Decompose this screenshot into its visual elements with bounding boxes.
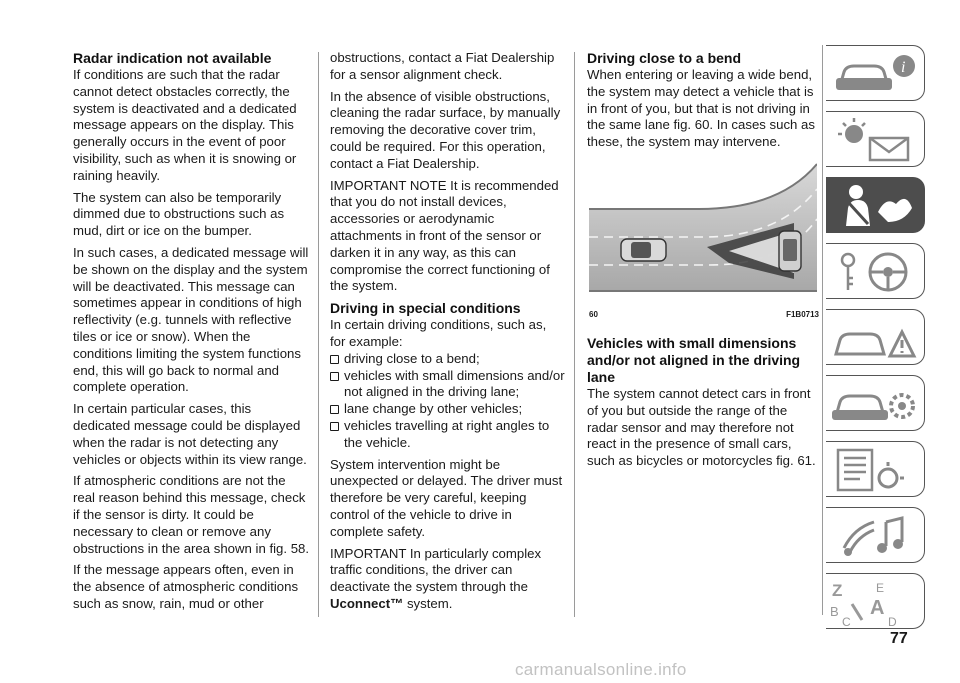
- svg-text:Z: Z: [832, 581, 843, 600]
- column-right: [587, 50, 819, 475]
- tab-specifications[interactable]: [826, 441, 925, 497]
- heading-driving-close-bend: Driving close to a bend: [587, 50, 742, 66]
- multimedia-icon: [826, 508, 925, 564]
- bullet-list: [330, 351, 565, 452]
- bullet-item: lane change by other vehicles;: [330, 401, 565, 418]
- svg-text:A: A: [870, 597, 885, 619]
- paragraph: obstructions, contact a Fiat Dealership for a sensor alignment check.: [330, 50, 555, 82]
- system-word: system.: [403, 595, 453, 611]
- figure-caption: [589, 310, 819, 319]
- svg-text:D: D: [888, 615, 897, 629]
- sidebar-divider: [822, 45, 823, 615]
- paragraph: IMPORTANT NOTE It is recommended that you do not install devices, accessories or aerodynamic attachments in front of the sensor or darken it in any way, as this can compromise the correct functioning of the system.: [330, 177, 559, 294]
- tab-car-info[interactable]: [826, 45, 925, 101]
- tab-starting-driving[interactable]: [826, 243, 925, 299]
- tab-emergency[interactable]: [826, 309, 925, 365]
- tab-lights-warning[interactable]: [826, 111, 925, 167]
- column-divider: [574, 52, 575, 617]
- column-middle: [330, 50, 565, 618]
- svg-text:i: i: [901, 59, 906, 76]
- car-emergency-icon: [826, 310, 925, 366]
- tab-index[interactable]: [826, 573, 925, 629]
- bullet-item: vehicles with small dimensions and/or not aligned in the driving lane;: [330, 368, 565, 402]
- car-info-icon: [826, 46, 925, 102]
- figure-number: 60: [589, 309, 598, 319]
- paragraph: In such cases, a dedicated message will be shown on the display and the system will be deactivated. This message can sometimes appear in conditions of high reflectivity (e.g. tunnels with reflective tiles or ice or snow). When the conditions limiting the system functions end, this will go back to normal and complete operation.: [73, 244, 309, 395]
- paragraph-text: IMPORTANT In particularly complex traffic conditions, the driver can deactivate the system through the: [330, 545, 542, 595]
- heading-small-vehicles: Vehicles with small dimensions and/or not aligned in the driving lane: [587, 334, 801, 385]
- paragraph: The system cannot detect cars in front of you but outside the range of the radar sensor and may therefore not react in the presence of small cars, such as bicycles or motorcycles fig. 61.: [587, 385, 816, 469]
- svg-text:E: E: [876, 581, 885, 595]
- paragraph-uconnect: [330, 546, 565, 613]
- tab-safety[interactable]: [826, 177, 925, 233]
- safety-seatbelt-airbag-icon: [826, 178, 925, 234]
- figure-bend-illustration: [589, 159, 817, 306]
- page-number: 77: [890, 630, 908, 647]
- bullet-item: driving close to a bend;: [330, 351, 565, 368]
- bullet-item: vehicles travelling at right angles to the vehicle.: [330, 418, 565, 452]
- svg-text:B: B: [830, 604, 839, 619]
- lights-warning-icon: [826, 112, 925, 168]
- specifications-list-icon: [826, 442, 925, 498]
- tab-service[interactable]: [826, 375, 925, 431]
- heading-special-conditions: Driving in special conditions: [330, 300, 521, 317]
- paragraph: System intervention might be unexpected or delayed. The driver must therefore be very careful, keeping control of the vehicle to drive in complete safety.: [330, 456, 563, 539]
- alphabetical-index-icon: [826, 574, 925, 630]
- paragraph: In the absence of visible obstructions, cleaning the radar surface, by manually removing the decorative cover trim, could be required. For this operation, contact a Fiat Dealership.: [330, 88, 561, 171]
- figure-code: F1B0713: [786, 309, 819, 319]
- bend-road-drawing: [589, 159, 817, 306]
- car-service-icon: [826, 376, 925, 432]
- column-left: [73, 50, 311, 618]
- paragraph: If the message appears often, even in the absence of atmospheric conditions such as snow, rain, mud or other: [73, 562, 299, 611]
- key-steering-wheel-icon: [826, 244, 925, 300]
- chapter-sidebar: [826, 45, 928, 639]
- paragraph: In certain driving conditions, such as, for example:: [330, 317, 547, 349]
- paragraph: The system can also be temporarily dimmed due to obstructions such as mud, dirt or ice on the bumper.: [73, 189, 285, 239]
- heading-radar-indication: Radar indication not available: [73, 50, 272, 66]
- tab-multimedia[interactable]: [826, 507, 925, 563]
- paragraph: If conditions are such that the radar cannot detect obstacles correctly, the system is deactivated and a dedicated message appears on the display. This generally occurs in the event of poor visibility, such as when it is snowing or raining heavily.: [73, 67, 297, 183]
- paragraph: When entering or leaving a wide bend, the system may detect a vehicle that is in front of you, but that is not driving in the same lane fig. 60. In cases such as these, the system may intervene.: [587, 67, 815, 150]
- paragraph: In certain particular cases, this dedicated message could be displayed when the radar is not detecting any vehicles or objects within its view range.: [73, 401, 307, 467]
- watermark: carmanualsonline.info: [515, 660, 687, 679]
- column-divider: [318, 52, 319, 617]
- svg-text:C: C: [842, 615, 851, 629]
- paragraph: If atmospheric conditions are not the real reason behind this message, check if the sensor is dirty. It could be necessary to clean or remove any obstructions in the area shown in fig. 58.: [73, 473, 310, 556]
- uconnect-label: Uconnect™: [330, 595, 404, 611]
